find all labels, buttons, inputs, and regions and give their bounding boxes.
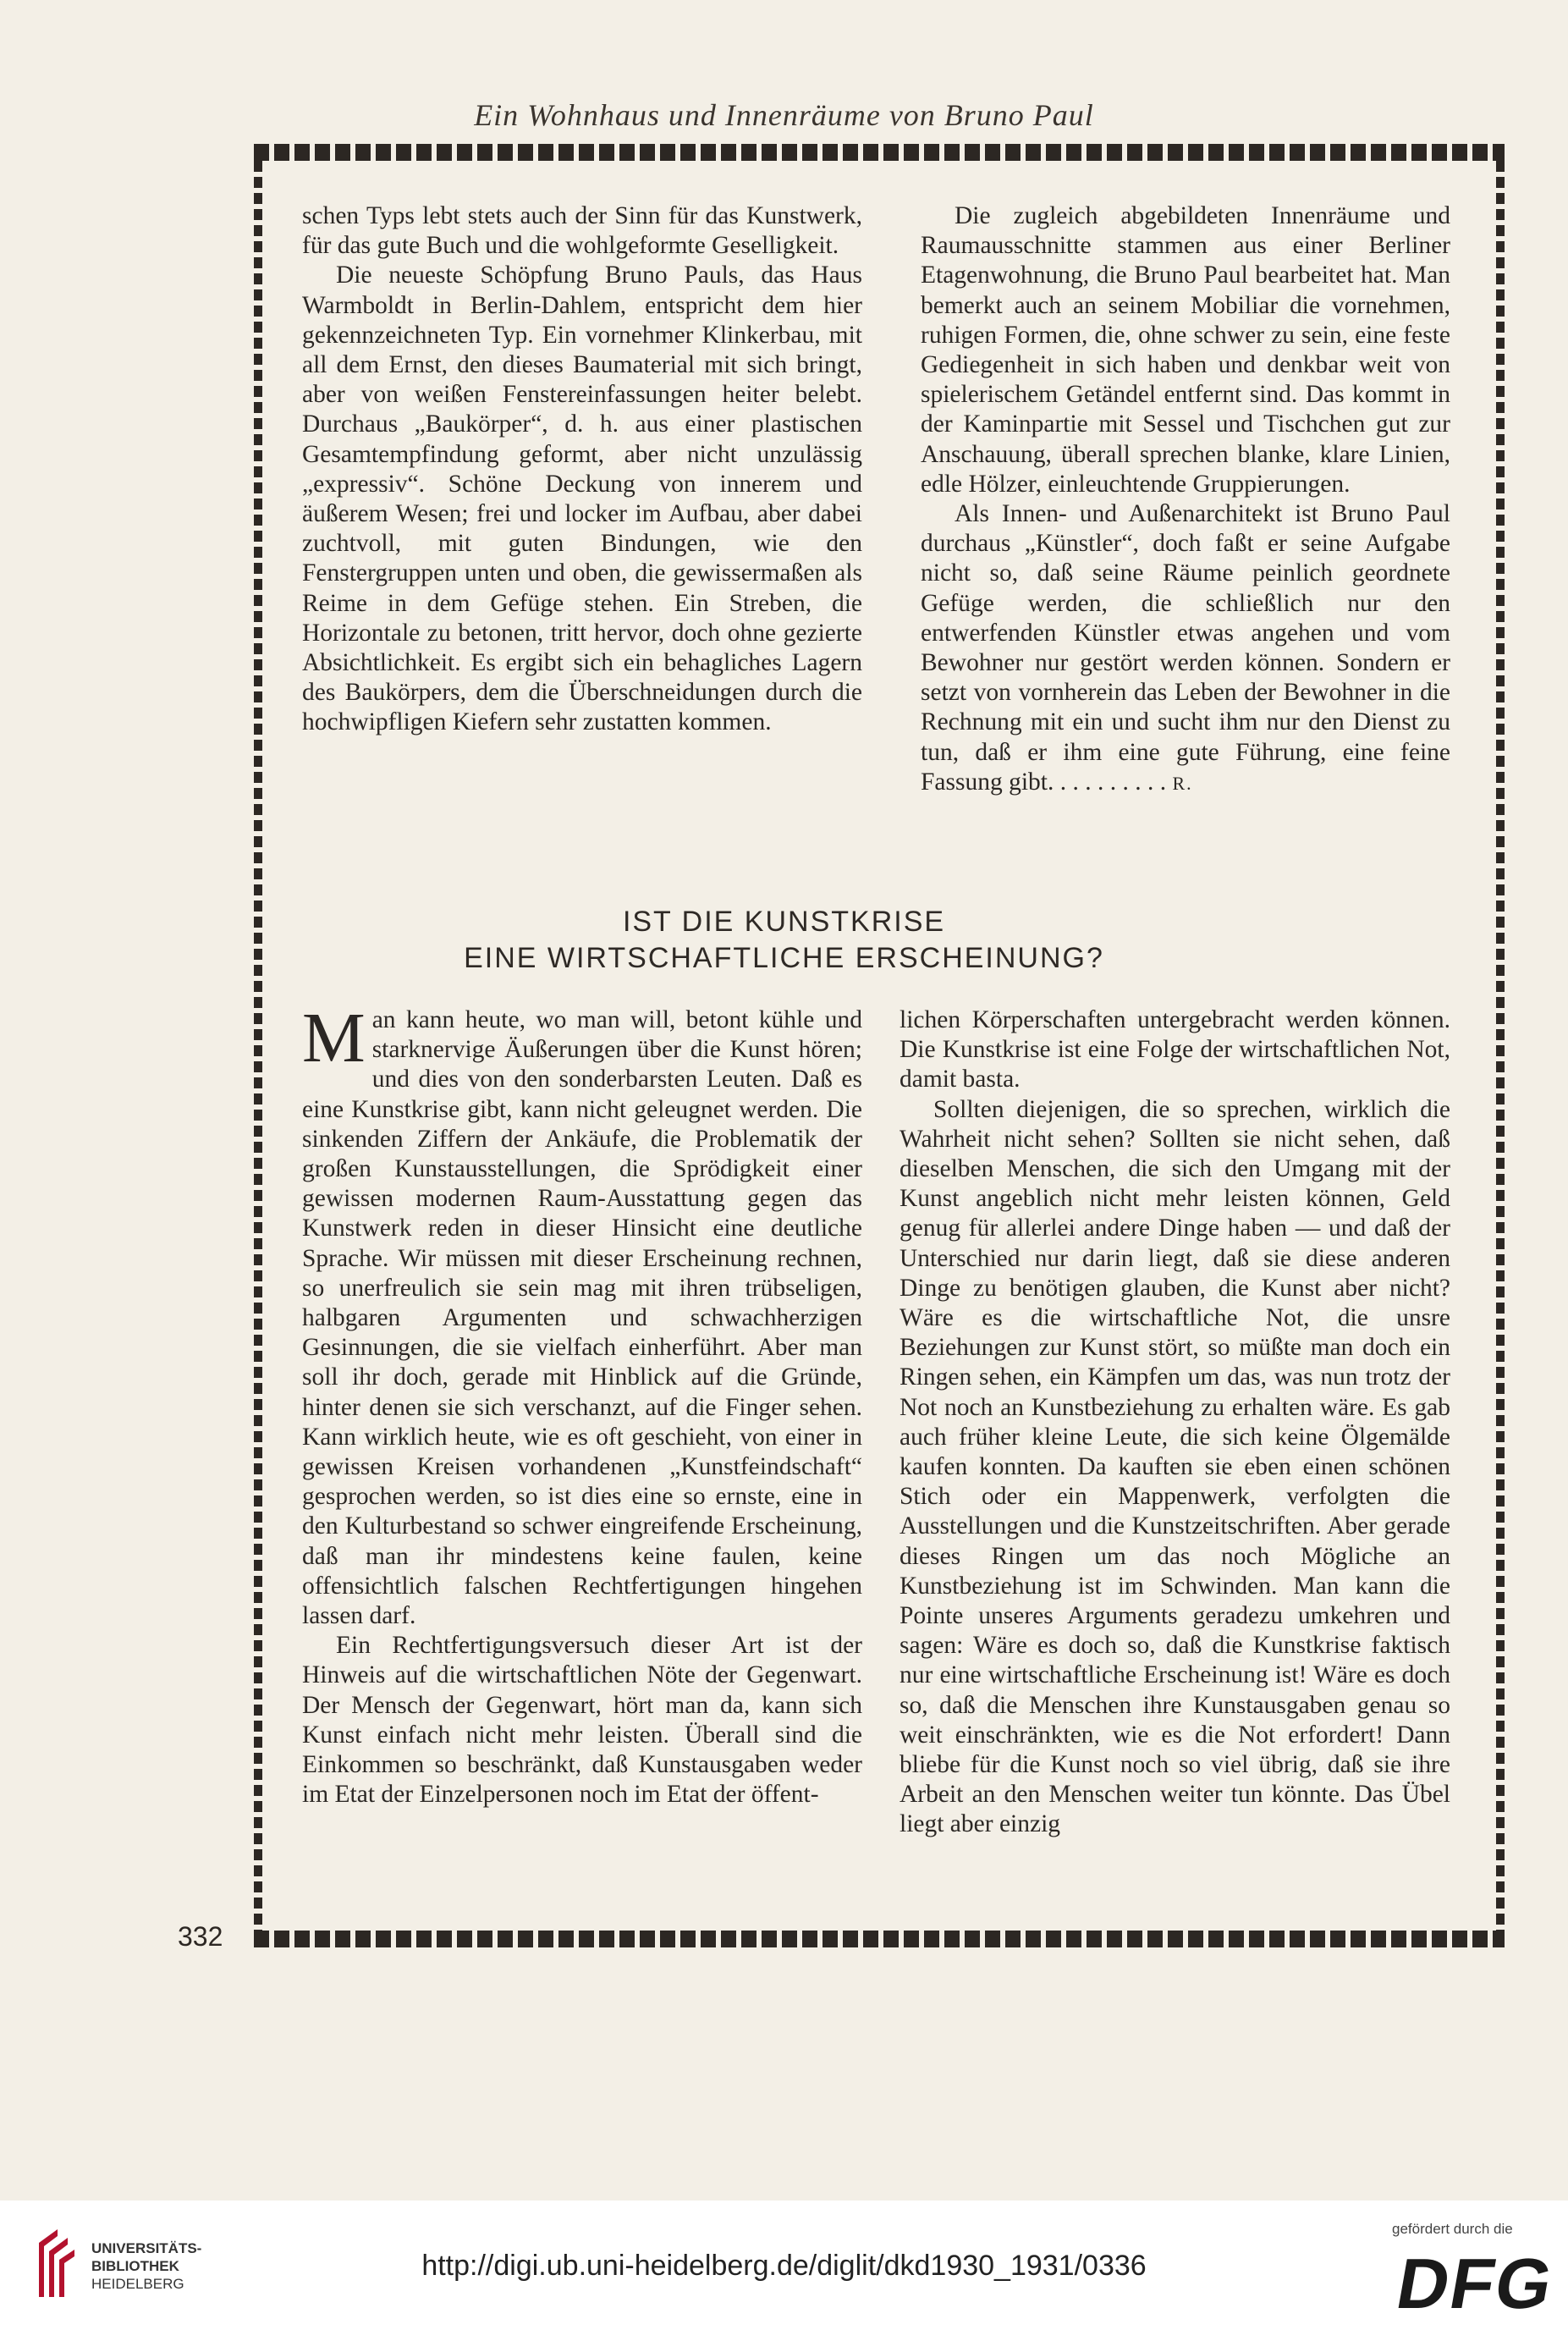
library-name-line: HEIDELBERG (91, 2276, 184, 2292)
paragraph: Die neueste Schöpfung Bruno Pauls, das Haus Warmboldt in Berlin-Dahlem, entspricht dem hier gekennzeichneten Typ. Ein vornehmer Klinkerbau, mit all dem Ernst, den dieses Baumaterial mit sich bringt, aber von weißen Fenstereinfassungen heiter belebt. Durchaus „Baukörper“, d. h. aus einer plastischen Gesamtempfindung geformt, aber nicht unzulässig „expressiv“. Schöne Deckung von innerem und äußerem Wesen; frei und locker im Aufbau, aber dabei zuchtvoll, mit guten Bindungen, wie den Fenstergruppen unten und oben, die gewissermaßen als Reime in dem Gefüge stehen. Ein Streben, die Horizontale zu betonen, tritt hervor, doch ohne gezierte Absichtlichkeit. Es ergibt sich ein behagliches Lagern des Baukörpers, dem die Überschneidungen durch die hochwipfligen Kiefern sehr zustatten kommen. (302, 262, 862, 736)
article1-left-column (302, 201, 862, 738)
border-right (1496, 161, 1505, 1931)
article-title-line-2: EINE WIRTSCHAFTLICHE ERSCHEINUNG? (464, 942, 1104, 974)
library-name-line: UNIVERSITÄTS- (91, 2240, 202, 2256)
border-top (254, 144, 1505, 161)
permalink-url[interactable]: http://digi.ub.uni-heidelberg.de/diglit/dkd1930_1931/0336 (421, 2250, 1147, 2282)
paragraph: schen Typs lebt stets auch der Sinn für das Kunstwerk, für das gute Buch und die wohlgeformte Geselligkeit. (302, 202, 862, 260)
digitization-footer (0, 2201, 1568, 2330)
paragraph: Sollten diejenigen, die so sprechen, wirklich die Wahrheit nicht sehen? Sollten sie nicht sehen, daß dieselben Menschen, die sich den Umgang mit der Kunst angeblich nicht mehr leisten können, Geld genug für allerlei andere Dinge haben — und daß der Unterschied nur darin liegt, daß sie diese anderen Dinge zu benötigen glauben, die Kunst aber nicht? Wäre es die wirtschaftliche Not, die unsre Beziehungen zur Kunst stört, so müßte man doch ein Ringen sehen, ein Kämpfen um das, was nun trotz der Not noch an Kunstbeziehung zu erhalten wäre. Es gab auch früher kleine Leute, die sich keine Ölgemälde kaufen konnten. Da kauften sie eben einen schönen Stich oder ein Mappenwerk, verfolgten die Ausstellungen und die Kunstzeitschriften. Aber gerade dieses Ringen um das noch Mögliche an Kunstbeziehung ist im Schwinden. Man kann die Pointe unseres Arguments geradezu umkehren und sagen: Wäre es doch so, daß die Kunstkrise faktisch nur eine wirtschaftliche Erscheinung ist! Wäre es doch so, daß die Menschen ihre Kunstausgaben genau so weit einschränkten, wie es die Not erfordert! Dann bliebe für die Kunst noch so viel übrig, daß sie ihre Arbeit an den Menschen weiter tun könnte. Das Übel liegt aber einzig (900, 1095, 1450, 1838)
funding-caption: gefördert durch die (1392, 2221, 1513, 2237)
paragraph: lichen Körperschaften untergebracht werden können. Die Kunstkrise ist eine Folge der wirtschaftlichen Not, damit basta. (900, 1006, 1450, 1093)
paragraph: Ein Rechtfertigungsversuch dieser Art ist der Hinweis auf die wirtschaftlichen Nöte der Gegenwart. Der Mensch der Gegenwart, hört man da, kann sich Kunst einfach nicht mehr leisten. Überall sind die Einkommen so beschränkt, daß Kunstausgaben weder im Etat der Einzelpersonen noch im Etat der öffent- (302, 1632, 862, 1809)
page-number: 332 (178, 1921, 223, 1952)
article2-right-column (900, 1005, 1450, 1840)
library-name-line: BIBLIOTHEK (91, 2258, 179, 2274)
paragraph (302, 999, 862, 1631)
paragraph (921, 499, 1450, 798)
article-title-line-1: IST DIE KUNSTKRISE (622, 906, 946, 938)
paragraph: Die zugleich abgebildeten Innenräume und Raumausschnitte stammen aus einer Berliner Etagenwohnung, die Bruno Paul bearbeitet hat. Man bemerkt auch an seinem Mobiliar die vornehmen, ruhigen Formen, die, ohne schwer zu sein, eine feste Gediegenheit in sich haben und denkbar weit von spielerischem Getändel entfernt sind. Das kommt in der Kaminpartie mit Sessel und Tischchen gut zur Anschauung, überall sprechen blanke, klare Linien, edle Hölzer, einleuchtende Gruppierungen. (921, 202, 1450, 498)
dfg-logo: DFG (1390, 2244, 1560, 2323)
border-left (254, 161, 262, 1931)
running-title: Ein Wohnhaus und Innenräume von Bruno Paul (474, 98, 1094, 132)
article2-left-column (302, 999, 862, 1809)
drop-cap: M (302, 999, 366, 1077)
paragraph-text: Als Innen- und Außenarchitekt ist Bruno Paul durchaus „Künstler“, doch faßt er seine Aufgabe nicht so, daß seine Räume peinlich geordnete Gefüge werden, die schließlich nur den entwerfenden Künstler etwas angehen und vom Bewohner nur gestört werden können. Sondern er setzt von vornherein das Leben der Bewohner in die Rechnung mit ein und sucht ihm nur den Dienst zu tun, daß er ihm eine gute Führung, eine feine Fassung gibt. . . . . . . . . . (921, 500, 1450, 796)
article1-right-column (921, 201, 1450, 798)
border-bottom (254, 1931, 1505, 1947)
author-signature: R. (1172, 772, 1193, 794)
paragraph-text: an kann heute, wo man will, betont kühle und starknervige Äußerungen über die Kunst hören; und dies von den sonderbarsten Leuten. Daß es eine Kunstkrise gibt, kann nicht geleugnet werden. Die sinkenden Ziffern der Ankäufe, die Problematik der großen Kunstausstellungen, die Sprödigkeit einer gewissen modernen Raum-Ausstattung gegen das Kunstwerk reden in dieser Hinsicht eine deutliche Sprache. Wir müssen mit dieser Erscheinung rechnen, so unerfreulich sie sein mag mit ihren trübseligen, halbgaren Argumenten und schwachherzigen Gesinnungen, die sie vielfach einherführt. Aber man soll ihr doch, gerade mit Hinblick auf die Gründe, hinter denen sie sich verschanzt, auf die Finger sehen. Kann wirklich heute, wie es oft geschieht, von einer in gewissen Kreisen vorhandenen „Kunstfeindschaft“ gesprochen werden, so ist dies eine so ernste, eine in den Kulturbestand so schwer eingreifende Erscheinung, daß man ihr mindestens keine faulen, keine offensichtlich falschen Rechtfertigungen hingehen lassen darf. (302, 1006, 862, 1630)
